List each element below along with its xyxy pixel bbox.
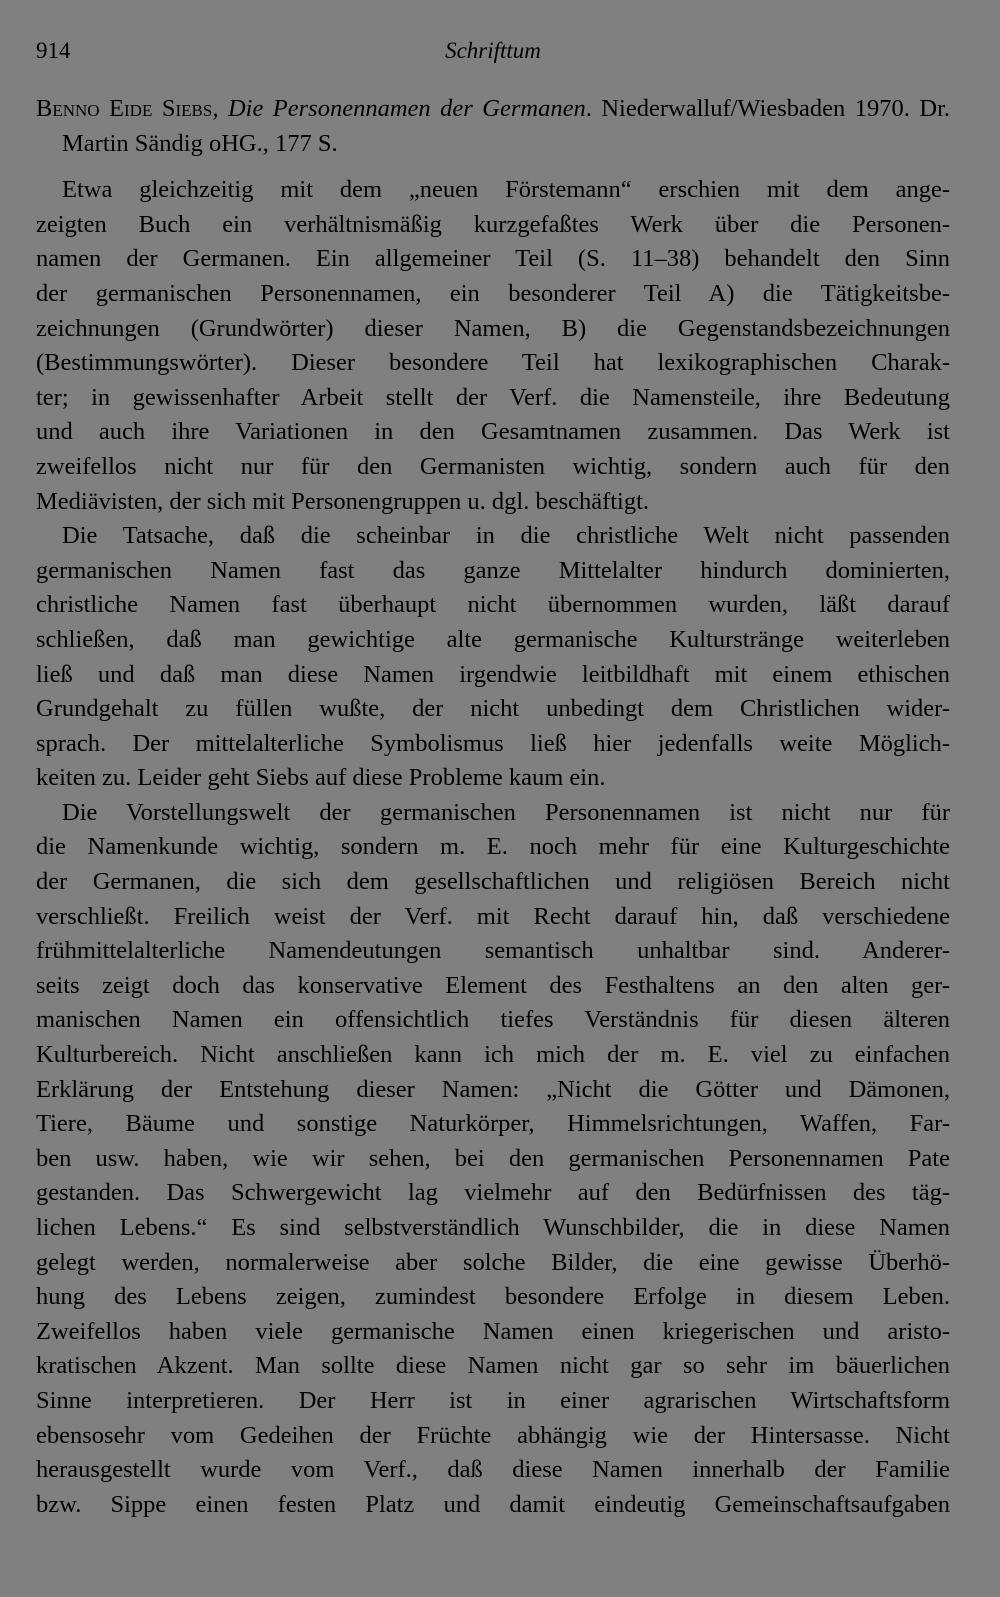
entry-spacer bbox=[36, 161, 950, 173]
body-line: der Germanen, die sich dem gesellschaftlichen und religiösen Bereich nicht bbox=[36, 868, 950, 896]
body-line: Die Tatsache, daß die scheinbar in die christliche Welt nicht passenden bbox=[62, 522, 950, 550]
body-line: zeigten Buch ein verhältnismäßig kurzgefaßtes Werk über die Personen- bbox=[36, 210, 950, 238]
body-line: seits zeigt doch das konservative Element des Festhaltens an den alten ger- bbox=[36, 971, 950, 999]
body-line: ter; in gewissenhafter Arbeit stellt der Verf. die Namensteile, ihre Bedeutung bbox=[36, 383, 950, 411]
body-line: zweifellos nicht nur für den Germanisten wichtig, sondern auch für den bbox=[36, 452, 950, 480]
body-line: die Namenkunde wichtig, sondern m. E. noch mehr für eine Kulturgeschichte bbox=[36, 833, 950, 861]
body-line: Zweifellos haben viele germanische Namen einen kriegerischen und aristo- bbox=[36, 1317, 950, 1345]
body-line: christliche Namen fast überhaupt nicht übernommen wurden, läßt darauf bbox=[36, 591, 950, 619]
entry-title: Die Personennamen der Germanen bbox=[227, 95, 586, 122]
page-header bbox=[36, 34, 950, 74]
body-line: verschließt. Freilich weist der Verf. mit Recht darauf hin, daß verschiedene bbox=[36, 902, 950, 930]
body-line: zeichnungen (Grundwörter) dieser Namen, B) die Gegenstandsbezeichnungen bbox=[36, 314, 950, 342]
body-line: gelegt werden, normalerweise aber solche Bilder, die eine gewisse Überhö- bbox=[36, 1248, 950, 1276]
body-line: frühmittelalterliche Namendeutungen semantisch unhaltbar sind. Anderer- bbox=[36, 937, 950, 965]
body-line: kratischen Akzent. Man sollte diese Namen nicht gar so sehr im bäuerlichen bbox=[36, 1352, 950, 1380]
running-head: Schrifttum bbox=[445, 38, 541, 63]
body-line: ben usw. haben, wie wir sehen, bei den germanischen Personennamen Pate bbox=[36, 1144, 950, 1172]
body-line: Mediävisten, der sich mit Personengruppen u. dgl. beschäftigt. bbox=[36, 487, 650, 515]
body-line: lichen Lebens.“ Es sind selbstverständlich Wunschbilder, die in diese Namen bbox=[36, 1214, 950, 1241]
body-line: Erklärung der Entstehung dieser Namen: „Nicht die Götter und Dämonen, bbox=[36, 1075, 950, 1103]
body-line: Tiere, Bäume und sonstige Naturkörper, Himmelsrichtungen, Waffen, Far- bbox=[36, 1110, 950, 1138]
body-line: hung des Lebens zeigen, zumindest besondere Erfolge in diesem Leben. bbox=[36, 1283, 950, 1311]
body-line: der germanischen Personennamen, ein besonderer Teil A) die Tätigkeitsbe- bbox=[36, 279, 950, 307]
body-line: keiten zu. Leider geht Siebs auf diese Probleme kaum ein. bbox=[36, 764, 606, 792]
page-number: 914 bbox=[36, 38, 71, 63]
bibliographic-entry bbox=[36, 92, 950, 161]
entry-details: . Niederwalluf/Wiesbaden 1970. Dr. Martin Sändig oHG., 177 S. bbox=[62, 95, 951, 157]
body-line: namen der Germanen. Ein allgemeiner Teil (S. 11–38) behandelt den Sinn bbox=[36, 245, 950, 273]
body-line: herausgestellt wurde vom Verf., daß diese Namen innerhalb der Familie bbox=[36, 1456, 950, 1484]
body-line: Grundgehalt zu füllen wußte, der nicht unbedingt dem Christlichen wider- bbox=[36, 695, 950, 723]
body-line: schließen, daß man gewichtige alte germanische Kulturstränge weiterleben bbox=[36, 625, 950, 653]
body-line: bzw. Sippe einen festen Platz und damit eindeutig Gemeinschaftsaufgaben bbox=[36, 1490, 950, 1518]
entry-author: Benno Eide Siebs bbox=[36, 95, 213, 122]
body-line: und auch ihre Variationen in den Gesamtnamen zusammen. Das Werk ist bbox=[36, 418, 950, 446]
body-line: ließ und daß man diese Namen irgendwie leitbildhaft mit einem ethischen bbox=[36, 660, 950, 688]
body-line: gestanden. Das Schwergewicht lag vielmehr auf den Bedürfnissen des täg- bbox=[36, 1179, 950, 1207]
body-line: germanischen Namen fast das ganze Mittelalter hindurch dominierten, bbox=[36, 556, 950, 584]
body-line: Sinne interpretieren. Der Herr ist in einer agrarischen Wirtschaftsform bbox=[36, 1386, 950, 1414]
body-line: manischen Namen ein offensichtlich tiefes Verständnis für diesen älteren bbox=[36, 1006, 950, 1034]
entry-separator: , bbox=[212, 95, 228, 122]
body-line: Etwa gleichzeitig mit dem „neuen Förstemann“ erschien mit dem ange- bbox=[62, 176, 950, 204]
body-line: Die Vorstellungswelt der germanischen Personennamen ist nicht nur für bbox=[62, 798, 950, 826]
review-body bbox=[36, 173, 950, 1522]
body-line: ebensosehr vom Gedeihen der Früchte abhängig wie der Hintersasse. Nicht bbox=[36, 1421, 950, 1449]
body-line: Kulturbereich. Nicht anschließen kann ich mich der m. E. viel zu einfachen bbox=[36, 1041, 950, 1069]
body-line: sprach. Der mittelalterliche Symbolismus ließ hier jedenfalls weite Möglich- bbox=[36, 729, 950, 757]
body-line: (Bestimmungswörter). Dieser besondere Teil hat lexikographischen Charak- bbox=[36, 349, 950, 377]
